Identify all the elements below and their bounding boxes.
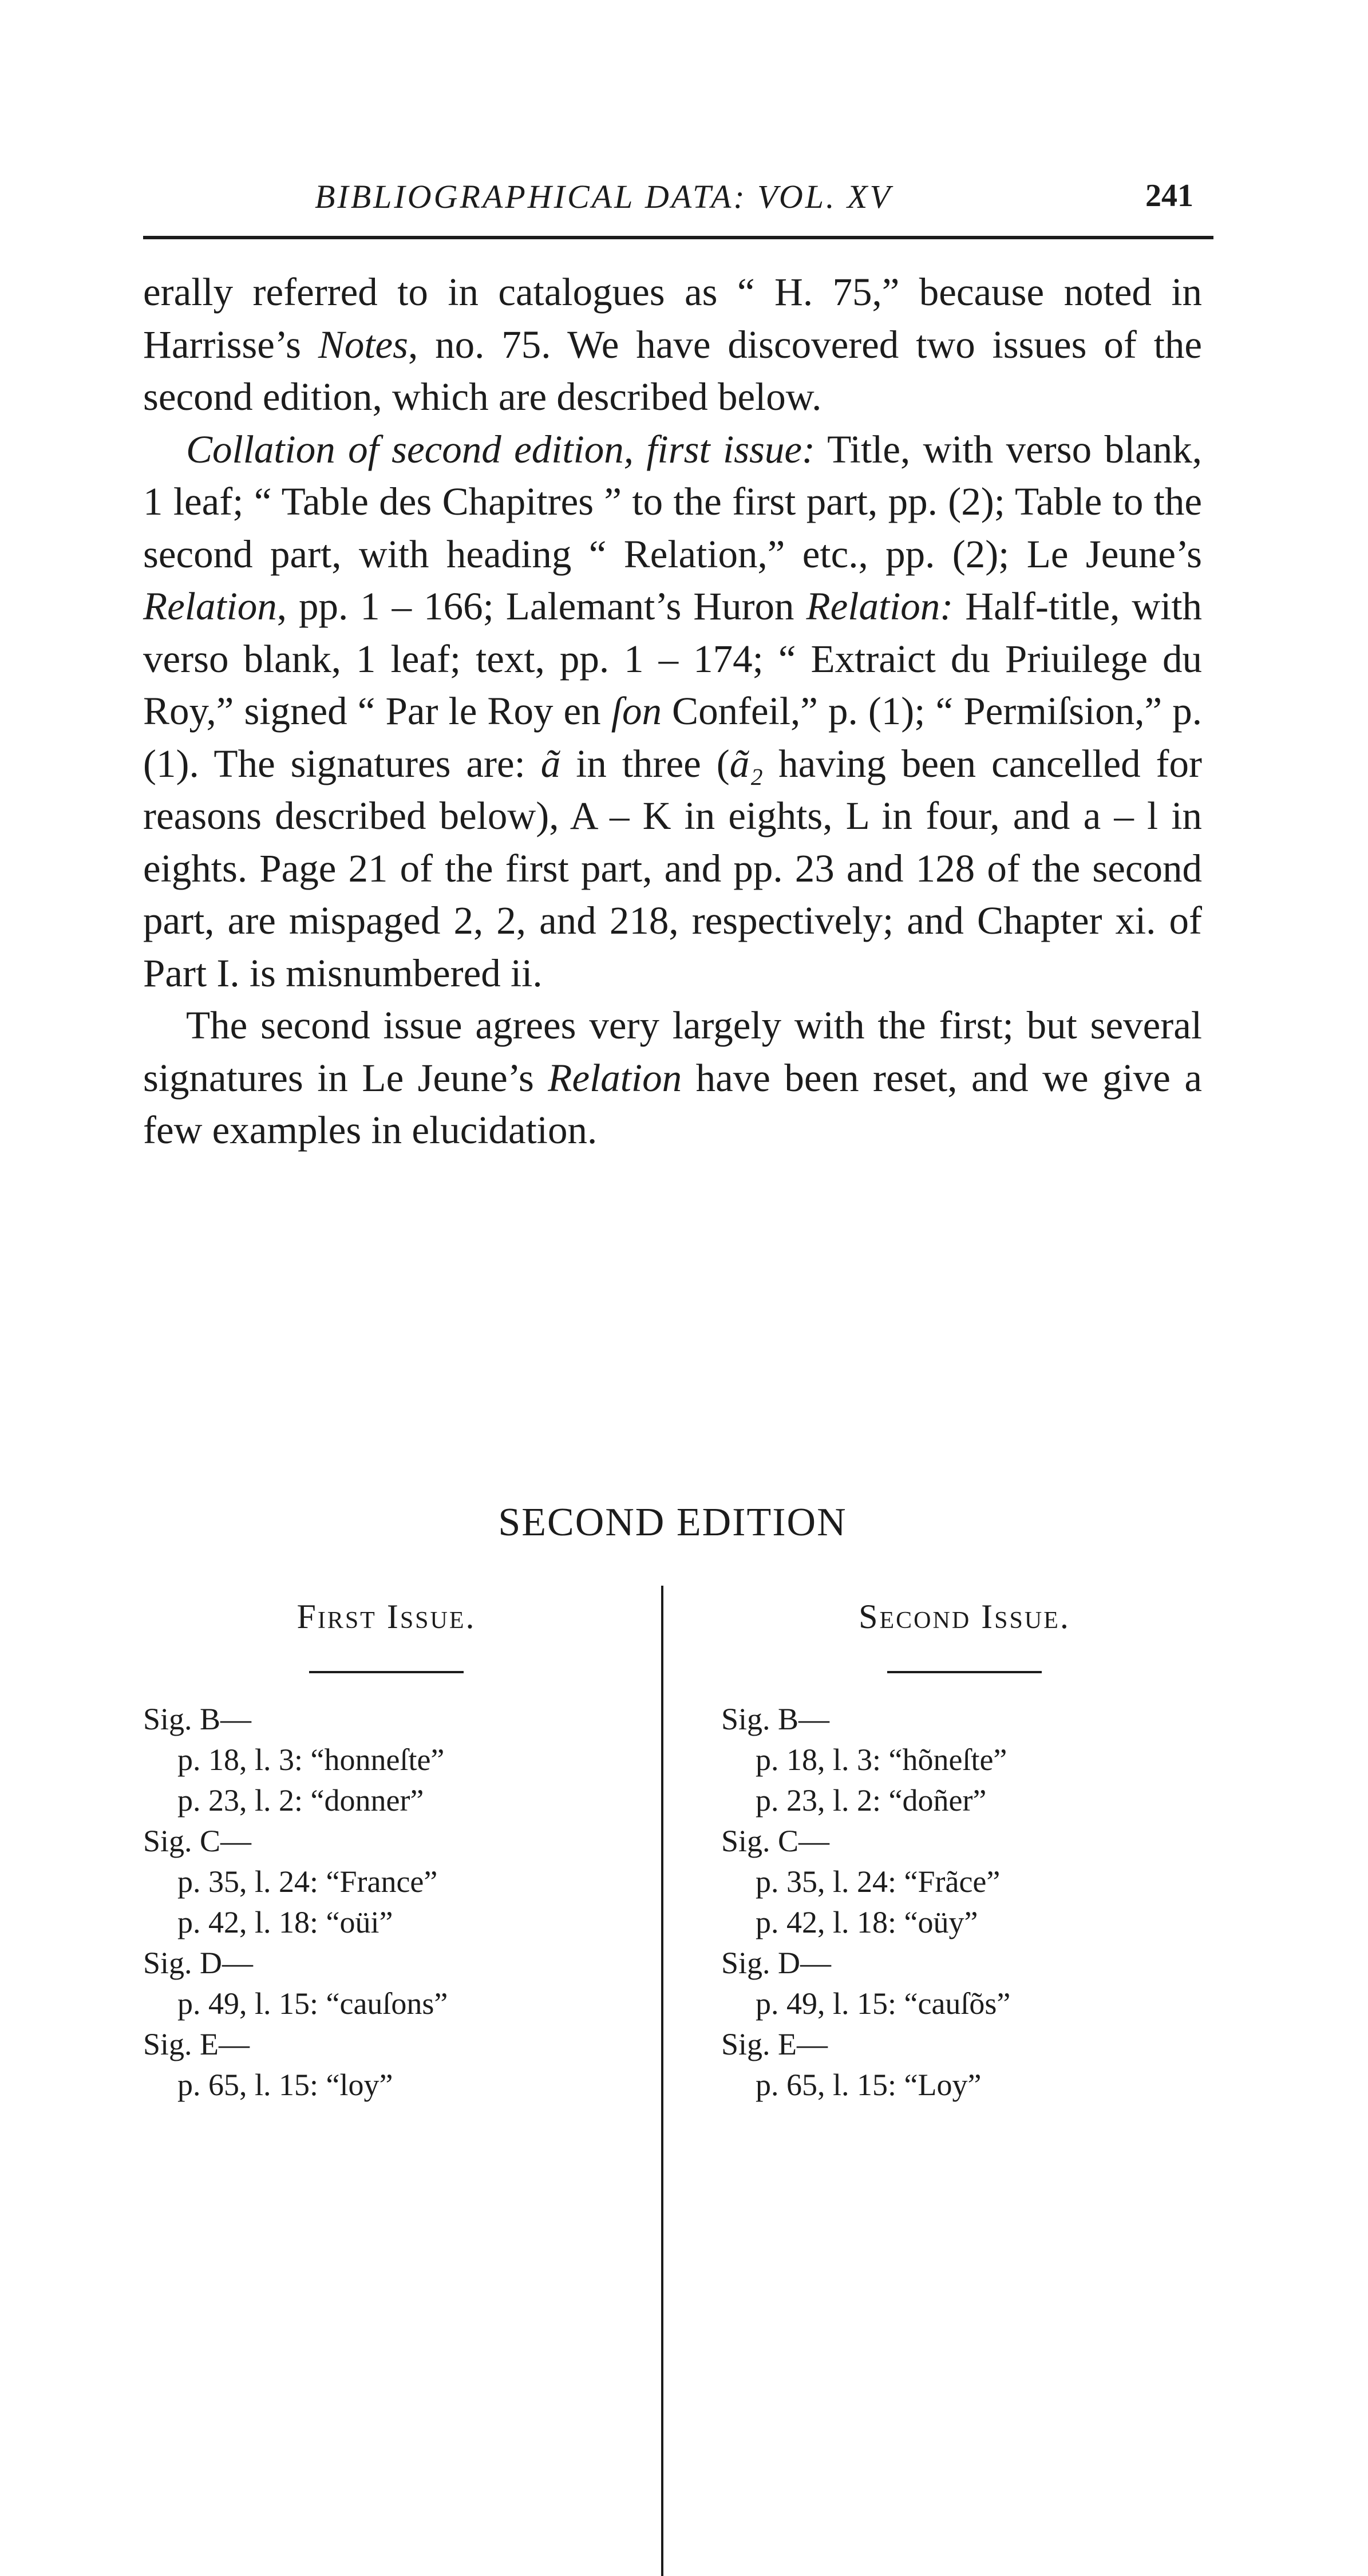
- signature-entry: Sig. B—: [721, 1702, 830, 1736]
- first-issue-list: [143, 1699, 630, 2105]
- text-run: Collation of second edition, first issue:: [186, 427, 815, 471]
- paragraph-1: [143, 266, 1202, 424]
- text-run: Half-title, with verso blank, 1 leaf; text, pp. 1 – 174; “ Extraict du Priuilege du Roy,” signed “ Par le Roy en: [143, 584, 1202, 733]
- reading-entry: p. 35, l. 24: “Frãce”: [756, 1864, 1001, 1899]
- first-issue-heading: First Issue.: [296, 1598, 476, 1635]
- text-run: Notes: [318, 322, 408, 366]
- text-run: in three (: [560, 741, 730, 785]
- reading-entry: p. 49, l. 15: “cauſõs”: [756, 1986, 1011, 2021]
- reading-entry: p. 42, l. 18: “oüy”: [756, 1905, 978, 1939]
- second-issue-column: [721, 1586, 1208, 2105]
- reading-entry: p. 18, l. 3: “honneſte”: [177, 1743, 445, 1777]
- reading-entry: p. 65, l. 15: “loy”: [177, 2068, 393, 2102]
- text-run: , pp. 1 – 166; Lalemant’s Huron: [276, 584, 806, 628]
- body-text: [143, 266, 1202, 1157]
- text-run: erally referred to in catalogues as “ H. 75,” because noted in Harrisse’s: [143, 270, 1202, 366]
- first-issue-rule: [309, 1671, 464, 1673]
- text-run: Relation: [548, 1056, 682, 1100]
- paragraph-2: [143, 424, 1202, 1000]
- reading-entry: p. 49, l. 15: “cauſons”: [177, 1986, 448, 2021]
- signature-entry: Sig. C—: [721, 1824, 830, 1858]
- reading-entry: p. 65, l. 15: “Loy”: [756, 2068, 982, 2102]
- page-number: 241: [1145, 178, 1193, 214]
- text-run: have been reset, and we give a few examples in elucidation.: [143, 1056, 1202, 1152]
- signature-entry: Sig. E—: [721, 2027, 828, 2061]
- reading-entry: p. 42, l. 18: “oüi”: [177, 1905, 393, 1939]
- second-issue-rule: [887, 1671, 1042, 1673]
- text-run: Relation:: [806, 584, 954, 628]
- text-run: ſon: [611, 689, 662, 733]
- reading-entry: p. 23, l. 2: “doñer”: [756, 1783, 987, 1818]
- text-run: ã₂: [729, 741, 764, 785]
- issue-comparison: [143, 1586, 1202, 2576]
- text-run: Confeil,” p. (1); “ Permiſsion,” p. (1). The signatures are:: [143, 689, 1202, 785]
- text-run: Title, with verso blank, 1 leaf; “ Table des Chapitres ” to the first part, pp. (2); Table to the second part, with heading “ Relation,” etc., pp. (2); Le Jeune’s: [143, 427, 1202, 576]
- text-run: ã: [540, 741, 561, 785]
- signature-entry: Sig. C—: [143, 1824, 252, 1858]
- text-run: having been cancelled for reasons described below), A – K in eights, L in four, and a – l in eights. Page 21 of the first part, and pp. 23 and 128 of the second part, are mispaged 2, 2, and 218, respectively; and Chapter xi. of Part I. is misnumbered ii.: [143, 741, 1202, 995]
- signature-entry: Sig. D—: [721, 1946, 832, 1980]
- signature-entry: Sig. B—: [143, 1702, 252, 1736]
- running-head: [143, 172, 1202, 223]
- text-run: The second issue agrees very largely with the first; but several signatures in Le Jeune’s: [143, 1003, 1202, 1100]
- second-issue-list: [721, 1699, 1208, 2105]
- second-issue-heading: Second Issue.: [859, 1598, 1070, 1635]
- text-run: Relation: [143, 584, 277, 628]
- first-issue-column: [143, 1586, 630, 2105]
- book-page: [143, 172, 1202, 2102]
- signature-entry: Sig. E—: [143, 2027, 250, 2061]
- reading-entry: p. 23, l. 2: “donner”: [177, 1783, 424, 1818]
- signature-entry: Sig. D—: [143, 1946, 254, 1980]
- column-divider: [661, 1586, 663, 2576]
- head-rule: [143, 236, 1213, 239]
- reading-entry: p. 18, l. 3: “hõneſte”: [756, 1743, 1007, 1777]
- paragraph-3: [143, 999, 1202, 1157]
- reading-entry: p. 35, l. 24: “France”: [177, 1864, 438, 1899]
- text-run: , no. 75. We have discovered two issues of the second edition, which are described below.: [143, 322, 1202, 418]
- section-title: SECOND EDITION: [498, 1500, 847, 1544]
- running-title: BIBLIOGRAPHICAL DATA: VOL. XV: [315, 178, 892, 215]
